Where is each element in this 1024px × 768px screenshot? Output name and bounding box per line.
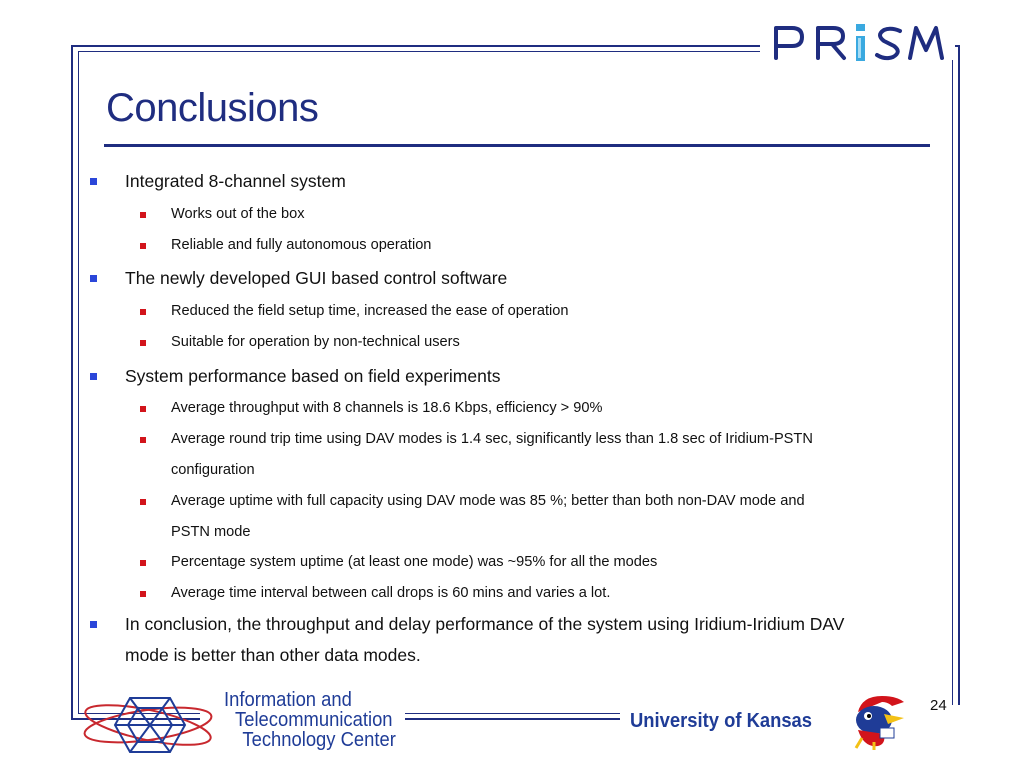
bullet-level2: [171, 327, 460, 358]
bullet-square-icon: [140, 243, 146, 249]
ittc-logo-icon: [80, 692, 230, 758]
bullet-square-icon: [140, 406, 146, 412]
bullet-text: In conclusion, the throughput and delay performance of the system using Iridium-Iridium DAV: [125, 614, 845, 634]
ittc-line1: Information and: [224, 689, 352, 711]
bullet-text: Reduced the field setup time, increased the ease of operation: [171, 303, 569, 319]
jayhawk-mascot-icon: [844, 690, 906, 750]
bullet-square-icon: [140, 499, 146, 505]
page-number: 24: [930, 697, 947, 714]
bullet-square-icon: [140, 309, 146, 315]
bullet-square-icon: [140, 340, 146, 346]
bullet-continuation: [125, 640, 421, 671]
slide-title: Conclusions: [106, 86, 319, 130]
bullet-text: System performance based on field experiments: [125, 366, 501, 386]
bullet-continuation: [171, 455, 255, 486]
bullet-text: configuration: [171, 462, 255, 478]
bullet-text: Integrated 8-channel system: [125, 171, 346, 191]
bullet-text: Average time interval between call drops is 60 mins and varies a lot.: [171, 585, 611, 601]
bullet-square-icon: [90, 178, 97, 185]
bullet-square-icon: [140, 212, 146, 218]
bullet-text: Average uptime with full capacity using DAV mode was 85 %; better than both non-DAV mode and: [171, 493, 805, 509]
bullet-square-icon: [140, 591, 146, 597]
bullet-text: The newly developed GUI based control software: [125, 268, 508, 288]
bullet-text: Average throughput with 8 channels is 18.6 Kbps, efficiency > 90%: [171, 400, 603, 416]
bullet-level1: [125, 361, 500, 392]
bullet-level2: [171, 230, 431, 261]
bullet-level2: [171, 486, 805, 517]
bullet-text: Works out of the box: [171, 206, 305, 222]
bullet-level2: [171, 296, 569, 327]
bullet-level2: [171, 578, 610, 609]
bullet-text: Reliable and fully autonomous operation: [171, 237, 432, 253]
bullet-text: Percentage system uptime (at least one mode) was ~95% for all the modes: [171, 554, 658, 570]
bullet-level1: [125, 609, 844, 640]
ittc-line2: Telecommunication: [235, 709, 393, 731]
bullet-square-icon: [140, 560, 146, 566]
bullet-level2: [171, 199, 305, 230]
university-name: University of Kansas: [630, 710, 813, 732]
bullet-text: PSTN mode: [171, 524, 251, 540]
bullet-text: Average round trip time using DAV modes is 1.4 sec, significantly less than 1.8 sec of Iridium-PSTN: [171, 431, 813, 447]
bullet-square-icon: [90, 275, 97, 282]
bullet-square-icon: [90, 621, 97, 628]
bullet-level2: [171, 393, 602, 424]
bullet-level2: [171, 424, 813, 455]
bullet-continuation: [171, 517, 250, 548]
ittc-name: [224, 690, 396, 750]
bullet-level1: [125, 166, 346, 197]
bullet-square-icon: [140, 437, 146, 443]
bullet-square-icon: [90, 373, 97, 380]
bullet-text: mode is better than other data modes.: [125, 645, 421, 665]
bullet-level2: [171, 547, 657, 578]
bullet-level1: [125, 263, 507, 294]
bullet-text: Suitable for operation by non-technical users: [171, 334, 460, 350]
ittc-line3: Technology Center: [242, 729, 396, 751]
